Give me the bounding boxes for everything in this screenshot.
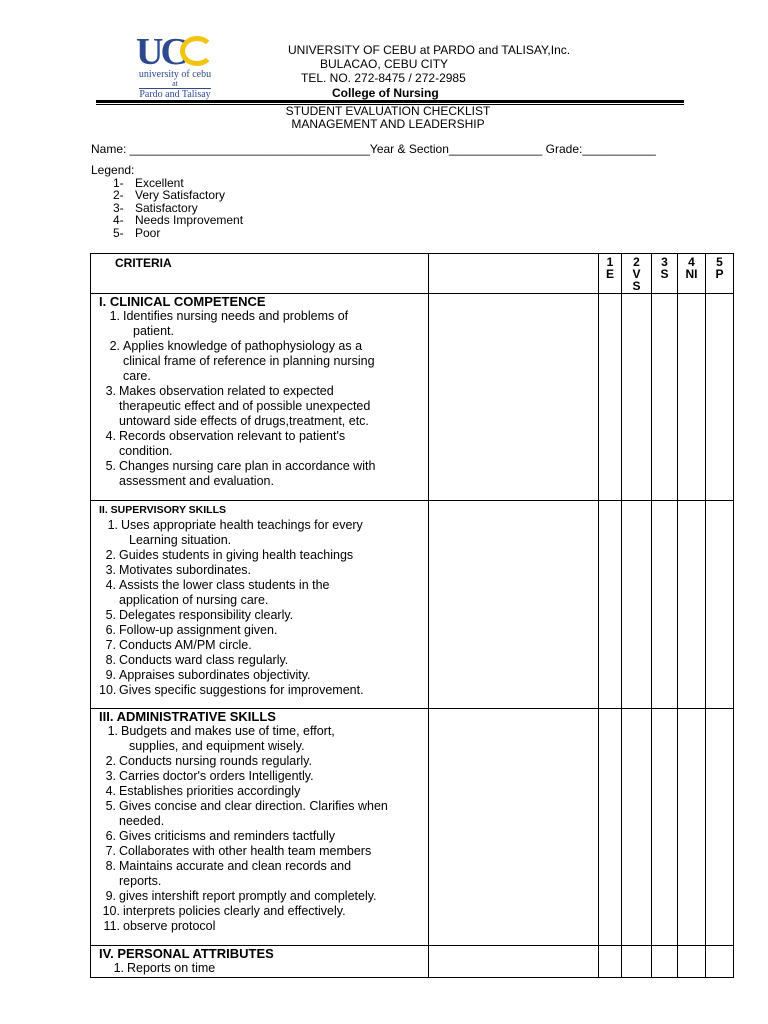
section-title: II. SUPERVISORY SKILLS [99, 504, 227, 516]
rating-cell[interactable] [652, 946, 678, 978]
rating-cell[interactable] [678, 294, 706, 501]
university-logo [120, 31, 230, 100]
rating-header-extra: S [632, 279, 641, 293]
criteria-item-text [119, 769, 428, 784]
criteria-item [99, 904, 428, 919]
rating-header-code: NI [685, 267, 698, 281]
criteria-item-number: 4. [105, 429, 116, 443]
criteria-item [99, 518, 428, 548]
criteria-item [99, 668, 428, 683]
criteria-item-number: 4. [105, 578, 116, 592]
legend-item-number: 1- [113, 175, 124, 190]
rating-header-2 [622, 254, 652, 294]
criteria-item-text [119, 859, 428, 889]
criteria-item-line: untoward side effects of drugs,treatment, etc. [119, 414, 369, 428]
rating-header-code: S [660, 267, 669, 281]
rating-cell[interactable] [622, 709, 652, 946]
header-institution: UNIVERSITY OF CEBU at PARDO and TALISAY,Inc. [288, 43, 571, 57]
criteria-item-number: 2. [105, 754, 116, 768]
criteria-item-text [123, 309, 428, 339]
criteria-item [99, 919, 428, 934]
criteria-item-text [119, 548, 428, 563]
logo-arc-icon [180, 36, 214, 66]
rating-cell[interactable] [622, 294, 652, 501]
criteria-item-line: Records observation relevant to patient's [119, 429, 346, 443]
criteria-item-number: 6. [105, 829, 116, 843]
criteria-item-line: Gives criticisms and reminders tactfully [119, 829, 336, 843]
criteria-section-row [91, 501, 734, 709]
criteria-list [99, 518, 428, 698]
criteria-item [99, 724, 428, 754]
rating-cell[interactable] [706, 709, 734, 946]
criteria-item-text [119, 889, 428, 904]
criteria-item-text [119, 638, 428, 653]
criteria-item-number: 3. [105, 384, 116, 398]
criteria-item [99, 384, 428, 429]
criteria-item-line: observe protocol [123, 919, 216, 933]
criteria-item [99, 683, 428, 698]
rating-cell[interactable] [706, 946, 734, 978]
remarks-header [429, 254, 599, 294]
criteria-section [91, 294, 429, 501]
criteria-item [99, 799, 428, 829]
criteria-item-text [119, 683, 428, 698]
criteria-item-line: supplies, and equipment wisely. [129, 739, 305, 753]
criteria-item-number: 10. [102, 904, 120, 918]
rating-cell[interactable] [599, 946, 622, 978]
legend-item-number: 2- [113, 188, 124, 203]
logo-letters: UC [136, 31, 185, 73]
remarks-cell[interactable] [429, 709, 599, 946]
legend-items [91, 177, 243, 240]
criteria-header: CRITERIA [91, 254, 429, 294]
criteria-item-text [119, 429, 428, 459]
rating-header-4 [678, 254, 706, 294]
criteria-item-line: Conducts nursing rounds regularly. [119, 754, 312, 768]
criteria-item-line: Conducts AM/PM circle. [119, 638, 252, 652]
criteria-item-line: Reports on time [127, 961, 216, 975]
rating-cell[interactable] [599, 709, 622, 946]
criteria-item-line: Motivates subordinates. [119, 563, 252, 577]
criteria-section-row [91, 709, 734, 946]
criteria-item-line: assessment and evaluation. [119, 474, 274, 488]
criteria-item-number: 9. [105, 668, 116, 682]
criteria-item [99, 961, 428, 976]
criteria-item-number: 1. [113, 961, 124, 975]
criteria-item-number: 1. [109, 309, 120, 323]
criteria-item [99, 563, 428, 578]
criteria-item-text [119, 653, 428, 668]
criteria-item-text [119, 384, 428, 429]
criteria-item-number: 4. [105, 784, 116, 798]
criteria-item [99, 754, 428, 769]
criteria-item-line: Applies knowledge of pathophysiology as a [123, 339, 363, 353]
legend-item-label: Very Satisfactory [135, 188, 226, 203]
criteria-section-row [91, 294, 734, 501]
criteria-item-number: 5. [105, 608, 116, 622]
header-phone: TEL. NO. 272-8475 / 272-2985 [301, 71, 466, 85]
criteria-item-text [119, 844, 428, 859]
criteria-item-line: Gives specific suggestions for improvement. [119, 683, 364, 697]
rating-cell[interactable] [706, 294, 734, 501]
rating-header-num: 4 [688, 255, 695, 269]
criteria-item-text [119, 608, 428, 623]
criteria-item-text [121, 724, 428, 754]
section-title: IV. PERSONAL ATTRIBUTES [99, 946, 274, 961]
rating-legend [91, 164, 243, 240]
criteria-item [99, 608, 428, 623]
rating-cell[interactable] [622, 946, 652, 978]
criteria-item [99, 844, 428, 859]
criteria-item-number: 7. [105, 638, 116, 652]
criteria-item-line: therapeutic effect and of possible unexpected [119, 399, 371, 413]
legend-item-label: Excellent [135, 175, 184, 190]
criteria-item-text [119, 459, 428, 489]
document-title: STUDENT EVALUATION CHECKLIST [285, 104, 491, 118]
criteria-item [99, 459, 428, 489]
criteria-item [99, 829, 428, 844]
criteria-item-line: reports. [119, 874, 162, 888]
legend-item [91, 189, 243, 202]
criteria-item-number: 5. [105, 799, 116, 813]
criteria-item-line: gives intershift report promptly and completely. [119, 889, 377, 903]
criteria-item-number: 1. [107, 518, 118, 532]
criteria-item-text [119, 829, 428, 844]
remarks-cell[interactable] [429, 501, 599, 709]
logo-line-1: university of cebu [138, 69, 212, 80]
criteria-item [99, 889, 428, 904]
criteria-item-line: Follow-up assignment given. [119, 623, 278, 637]
legend-item-number: 3- [113, 200, 124, 215]
criteria-item [99, 309, 428, 339]
criteria-item-number: 2. [109, 339, 120, 353]
criteria-item-number: 10. [99, 683, 117, 697]
rating-cell[interactable] [678, 946, 706, 978]
rating-header-5 [706, 254, 734, 294]
header-divider-thick [96, 100, 684, 103]
criteria-item-line: interprets policies clearly and effectively. [123, 904, 346, 918]
rating-cell[interactable] [706, 501, 734, 709]
criteria-item-line: Delegates responsibility clearly. [119, 608, 294, 622]
criteria-item [99, 548, 428, 563]
criteria-item-text [119, 799, 428, 829]
rating-cell[interactable] [599, 294, 622, 501]
criteria-item-text [119, 784, 428, 799]
rating-header-num: 3 [661, 255, 668, 269]
section-title: III. ADMINISTRATIVE SKILLS [99, 709, 276, 724]
criteria-item-number: 3. [105, 769, 116, 783]
criteria-item [99, 623, 428, 638]
criteria-item-line: Gives concise and clear direction. Clarifies when [119, 799, 388, 813]
criteria-item [99, 769, 428, 784]
logo-line-2: at [172, 79, 178, 88]
criteria-item-line: application of nursing care. [119, 593, 269, 607]
legend-item-label: Satisfactory [135, 200, 198, 215]
criteria-item-text [123, 339, 428, 384]
criteria-item-text [121, 518, 428, 548]
legend-label: Legend: [91, 163, 135, 177]
criteria-item-line: condition. [119, 444, 173, 458]
criteria-item-line: Assists the lower class students in the [119, 578, 330, 592]
rating-header-3 [652, 254, 678, 294]
rating-header-code: P [715, 267, 724, 281]
criteria-item-number: 5. [105, 459, 116, 473]
criteria-item-line: Guides students in giving health teachings [119, 548, 354, 562]
table-header-row [91, 254, 734, 294]
criteria-item-line: Budgets and makes use of time, effort, [121, 724, 335, 738]
criteria-item-number: 9. [105, 889, 116, 903]
criteria-item-line: Maintains accurate and clean records and [119, 859, 352, 873]
rating-header-num: 5 [716, 255, 723, 269]
criteria-item-line: Identifies nursing needs and problems of [123, 309, 349, 323]
criteria-item-number: 7. [105, 844, 116, 858]
student-info-fields: Name: ____________________________________Year & Section______________ Grade:___________ [91, 142, 656, 156]
criteria-item [99, 429, 428, 459]
criteria-list [99, 724, 428, 934]
criteria-item [99, 653, 428, 668]
criteria-item-line: Collaborates with other health team members [119, 844, 372, 858]
rating-cell[interactable] [652, 294, 678, 501]
legend-item-label: Poor [135, 225, 161, 240]
rating-cell[interactable] [652, 709, 678, 946]
criteria-item-number: 8. [105, 653, 116, 667]
header-college: College of Nursing [332, 86, 439, 100]
document-subtitle: MANAGEMENT AND LEADERSHIP [291, 117, 485, 131]
criteria-item-text [119, 578, 428, 608]
rating-cell[interactable] [622, 501, 652, 709]
legend-item-number: 4- [113, 213, 124, 228]
remarks-cell[interactable] [429, 946, 599, 978]
rating-cell[interactable] [599, 501, 622, 709]
criteria-item-line: clinical frame of reference in planning nursing [123, 354, 375, 368]
criteria-item-number: 6. [105, 623, 116, 637]
criteria-item-text [119, 623, 428, 638]
logo-line-3: Pardo and Talisay [139, 89, 211, 100]
criteria-section [91, 501, 429, 709]
criteria-item-number: 11. [103, 919, 120, 933]
criteria-item-text [119, 563, 428, 578]
rating-header-code: E [605, 267, 614, 281]
criteria-item [99, 339, 428, 384]
criteria-item [99, 784, 428, 799]
rating-header-num: 2 [633, 255, 640, 269]
logo-mark [136, 31, 216, 73]
criteria-item-number: 8. [105, 859, 116, 873]
rating-cell[interactable] [678, 501, 706, 709]
criteria-item [99, 638, 428, 653]
criteria-list [99, 309, 428, 489]
criteria-item-text [119, 668, 428, 683]
criteria-item-number: 2. [105, 548, 116, 562]
criteria-item-number: 1. [107, 724, 118, 738]
criteria-item-number: 3. [105, 563, 116, 577]
criteria-item [99, 578, 428, 608]
legend-item-number: 5- [113, 225, 124, 240]
criteria-item-line: Uses appropriate health teachings for every [121, 518, 363, 532]
criteria-section [91, 946, 429, 978]
evaluation-table [90, 253, 734, 978]
criteria-item-line: patient. [133, 324, 175, 338]
criteria-item-line: Learning situation. [129, 533, 232, 547]
criteria-section-row [91, 946, 734, 978]
rating-header-num: 1 [606, 255, 614, 269]
criteria-item-line: needed. [119, 814, 165, 828]
criteria-item-line: care. [123, 369, 151, 383]
criteria-item [99, 859, 428, 889]
criteria-list [99, 961, 428, 976]
criteria-item-line: Conducts ward class regularly. [119, 653, 289, 667]
criteria-item-text [123, 904, 428, 919]
criteria-item-line: Establishes priorities accordingly [119, 784, 301, 798]
legend-item [91, 227, 243, 240]
criteria-item-line: Makes observation related to expected [119, 384, 334, 398]
header-address: BULACAO, CEBU CITY [320, 57, 449, 71]
criteria-item-text [119, 754, 428, 769]
remarks-cell[interactable] [429, 294, 599, 501]
criteria-item-line: Changes nursing care plan in accordance with [119, 459, 376, 473]
rating-cell[interactable] [652, 501, 678, 709]
criteria-item-text [127, 961, 428, 976]
criteria-item-text [123, 919, 428, 934]
criteria-section [91, 709, 429, 946]
rating-header-code: V [632, 267, 641, 281]
logo-wordmark [120, 70, 230, 99]
section-title: I. CLINICAL COMPETENCE [99, 294, 266, 309]
rating-cell[interactable] [678, 709, 706, 946]
legend-item-label: Needs Improvement [135, 213, 244, 228]
criteria-item-line: Carries doctor's orders Intelligently. [119, 769, 314, 783]
rating-header-1 [599, 254, 622, 294]
criteria-item-line: Appraises subordinates objectivity. [119, 668, 311, 682]
